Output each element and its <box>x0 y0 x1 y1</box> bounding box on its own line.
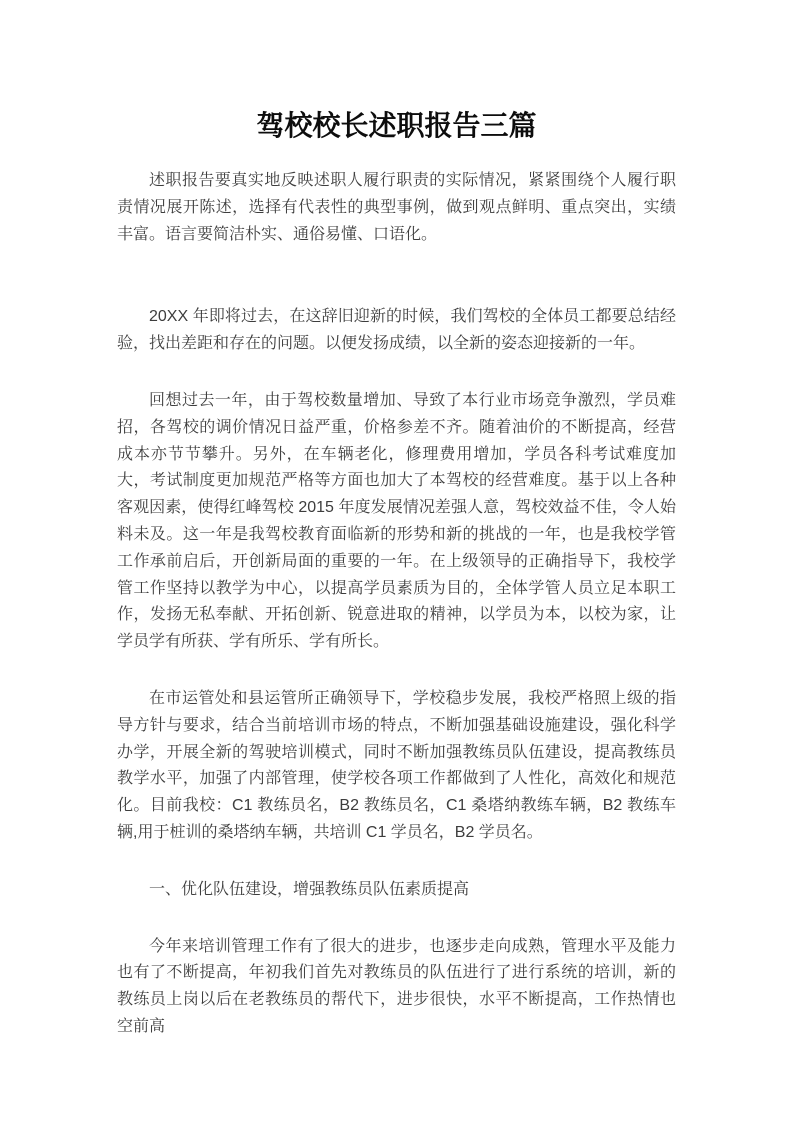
paragraph-intro: 述职报告要真实地反映述职人履行职责的实际情况，紧紧围绕个人履行职责情况展开陈述，选择有代表性的典型事例，做到观点鲜明、重点突出，实绩丰富。语言要简洁朴实、通俗易懂、口语化。 <box>117 172 676 243</box>
paragraph-school-development: 在市运管处和县运管所正确领导下，学校稳步发展，我校严格照上级的指导方针与要求，结合当前培训市场的特点，不断加强基础设施建设，强化科学办学，开展全新的驾驶培训模式，同时不断加强教练员队伍建设，提高教练员教学水平，加强了内部管理，使学校各项工作都做到了人性化，高效化和规范化。目前我校：C1 教练员名，B2 教练员名，C1 桑塔纳教练车辆，B2 教练车辆,用于桩训的桑塔纳车辆，共培训 C1 学员名，B2 学员名。 <box>117 689 676 841</box>
section-1-heading: 一、优化队伍建设，增强教练员队伍素质提高 <box>149 880 470 898</box>
paragraph-team-building: 今年来培训管理工作有了很大的进步，也逐步走向成熟，管理水平及能力也有了不断提高，年初我们首先对教练员的队伍进行了进行系统的培训，新的教练员上岗以后在老教练员的帮代下，进步很快，水平不断提高，工作热情也空前高 <box>117 937 676 1035</box>
document-title: 驾校校长述职报告三篇 <box>256 110 537 141</box>
paragraph-year-review: 回想过去一年，由于驾校数量增加、导致了本行业市场竞争激烈，学员难招，各驾校的调价情况日益严重，价格参差不齐。随着油价的不断提高，经营成本亦节节攀升。另外，在车辆老化，修理费用增加，学员各科考试难度加大，考试制度更加规范严格等方面也加大了本驾校的经营难度。基于以上各种客观因素，使得红峰驾校 2015 年度发展情况差强人意，驾校效益不佳，令人始料未及。这一年是我驾校教育面临新的形势和新的挑战的一年，也是我校学管工作承前启后，开创新局面的重要的一年。在上级领导的正确指导下，我校学管工作坚持以教学为中心，以提高学员素质为目的，全体学管人员立足本职工作，发扬无私奉献、开拓创新、锐意进取的精神，以学员为本，以校为家，让学员学有所获、学有所乐、学有所长。 <box>117 391 676 651</box>
paragraph-year-end-opening: 20XX 年即将过去，在这辞旧迎新的时候，我们驾校的全体员工都要总结经验，找出差距和存在的问题。以便发扬成绩，以全新的姿态迎接新的一年。 <box>117 308 676 353</box>
